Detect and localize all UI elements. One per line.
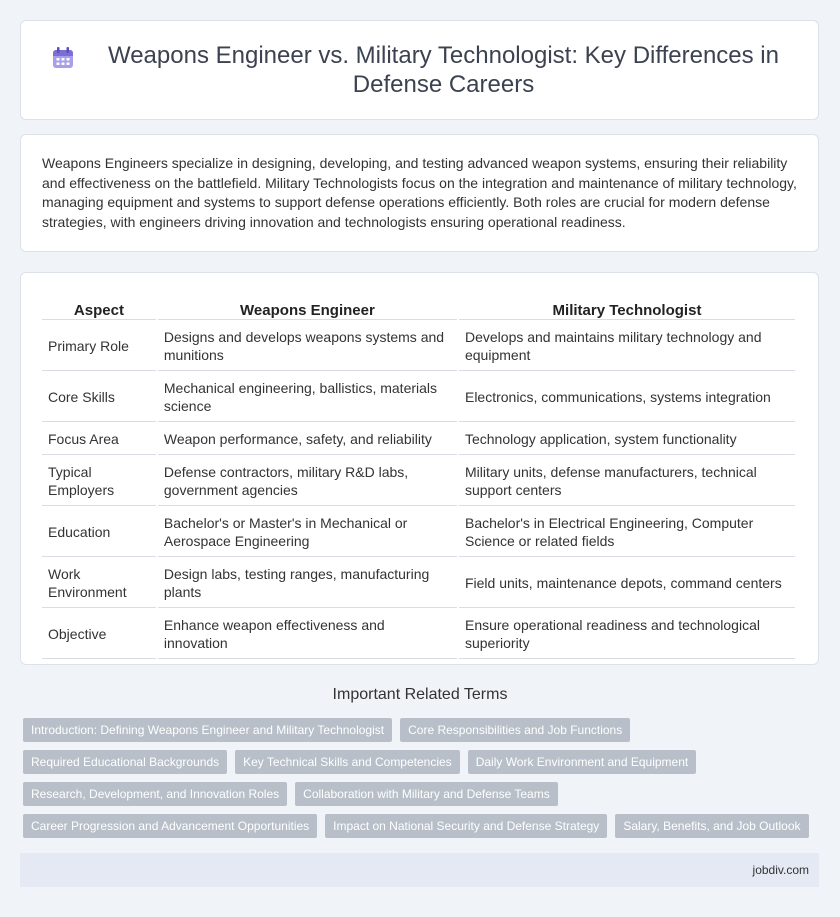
title-wrap (50, 41, 790, 99)
header-aspect: Aspect (42, 299, 156, 320)
related-terms-tags (23, 718, 823, 846)
table-row (42, 457, 795, 506)
row-weapons-engineer: Bachelor's or Master's in Mechanical or Aerospace Engineering (158, 508, 457, 557)
related-term-tag[interactable]: Key Technical Skills and Competencies (235, 750, 460, 774)
header-military-technologist: Military Technologist (459, 299, 795, 320)
comparison-card (20, 272, 819, 665)
table-header-row (42, 299, 795, 320)
row-weapons-engineer: Design labs, testing ranges, manufacturing plants (158, 559, 457, 608)
row-aspect: Focus Area (42, 424, 156, 455)
header-weapons-engineer: Weapons Engineer (158, 299, 457, 320)
row-military-technologist: Develops and maintains military technology and equipment (459, 322, 795, 371)
table-row (42, 610, 795, 659)
row-weapons-engineer: Mechanical engineering, ballistics, materials science (158, 373, 457, 422)
related-term-tag[interactable]: Core Responsibilities and Job Functions (400, 718, 630, 742)
table-row (42, 322, 795, 371)
header-card (20, 20, 819, 120)
related-term-tag[interactable]: Required Educational Backgrounds (23, 750, 227, 774)
row-weapons-engineer: Weapon performance, safety, and reliability (158, 424, 457, 455)
row-aspect: Typical Employers (42, 457, 156, 506)
row-military-technologist: Field units, maintenance depots, command centers (459, 559, 795, 608)
related-term-tag[interactable]: Introduction: Defining Weapons Engineer and Military Technologist (23, 718, 392, 742)
row-weapons-engineer: Designs and develops weapons systems and munitions (158, 322, 457, 371)
intro-card (20, 134, 819, 252)
table-row (42, 424, 795, 455)
comparison-table (40, 297, 797, 661)
intro-text: Weapons Engineers specialize in designing, developing, and testing advanced weapon systems, ensuring their reliability and effectiveness on the battlefield. Military Technologists focus on the integration and maintenance of military technology, managing equipment and systems to support defense operations efficiently. Both roles are crucial for modern defense strategies, with engineers driving innovation and technologists ensuring operational readiness. (42, 155, 797, 230)
row-military-technologist: Technology application, system functionality (459, 424, 795, 455)
table-row (42, 559, 795, 608)
tag-row (23, 718, 823, 742)
related-term-tag[interactable]: Collaboration with Military and Defense Teams (295, 782, 558, 806)
row-weapons-engineer: Defense contractors, military R&D labs, government agencies (158, 457, 457, 506)
row-military-technologist: Electronics, communications, systems integration (459, 373, 795, 422)
row-weapons-engineer: Enhance weapon effectiveness and innovation (158, 610, 457, 659)
table-row (42, 508, 795, 557)
page-title: Weapons Engineer vs. Military Technologist: Key Differences in Defense Careers (107, 42, 779, 98)
row-military-technologist: Ensure operational readiness and technological superiority (459, 610, 795, 659)
related-term-tag[interactable]: Impact on National Security and Defense Strategy (325, 814, 607, 838)
row-aspect: Education (42, 508, 156, 557)
table-row (42, 373, 795, 422)
row-military-technologist: Military units, defense manufacturers, technical support centers (459, 457, 795, 506)
tag-row (23, 814, 823, 838)
footer (20, 853, 819, 887)
tag-row (23, 782, 823, 806)
related-term-tag[interactable]: Career Progression and Advancement Opportunities (23, 814, 317, 838)
calendar-icon (50, 45, 76, 71)
row-military-technologist: Bachelor's in Electrical Engineering, Computer Science or related fields (459, 508, 795, 557)
footer-site-link[interactable]: jobdiv.com (752, 863, 809, 877)
row-aspect: Primary Role (42, 322, 156, 371)
tag-row (23, 750, 823, 774)
related-term-tag[interactable]: Daily Work Environment and Equipment (468, 750, 697, 774)
row-aspect: Core Skills (42, 373, 156, 422)
related-terms-title: Important Related Terms (332, 686, 508, 703)
related-term-tag[interactable]: Research, Development, and Innovation Roles (23, 782, 287, 806)
row-aspect: Work Environment (42, 559, 156, 608)
row-aspect: Objective (42, 610, 156, 659)
related-term-tag[interactable]: Salary, Benefits, and Job Outlook (615, 814, 808, 838)
